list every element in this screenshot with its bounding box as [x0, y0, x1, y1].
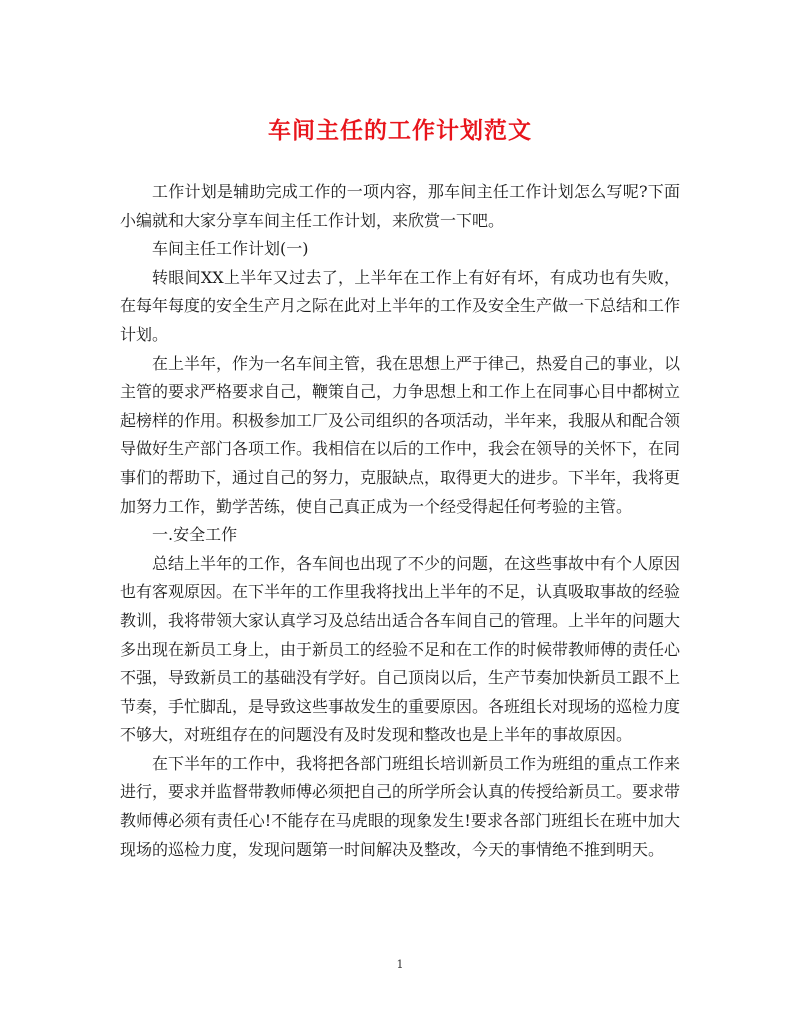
- section-heading-plan-one: 车间主任工作计划(一): [152, 239, 309, 259]
- paragraph-safety-summary: 总结上半年的工作，各车间也出现了不少的问题，在这些事故中有个人原因也有客观原因。在下半年的工作里我将找出上半年的不足，认真吸取事故的经验教训，我将带领大家认真学习及总结出适合各车间自己的管理。上半年的问题大多出现在新员工身上，由于新员工的经验不足和在工作的时候带教师傅的责任心不强，导致新员工的基础没有学好。自己顶岗以后，生产节奏加快新员工跟不上节奏，手忙脚乱，是导致这些事故发生的重要原因。各班组长对现场的巡检力度不够大，对班组存在的问题没有及时发现和整改也是上半年的事故原因。: [120, 553, 681, 745]
- page-number: 1: [396, 958, 404, 971]
- paragraph-safety-plan: 在下半年的工作中，我将把各部门班组长培训新员工作为班组的重点工作来进行，要求并监督带教师傅必须把自己的所学所会认真的传授给新员工。要求带教师傅必须有责任心!不能存在马虎眼的现象发生!要求各部门班组长在班中加大现场的巡检力度，发现问题第一时间解决及整改，今天的事情绝不推到明天。: [120, 753, 681, 859]
- document-title: 车间主任的工作计划范文: [268, 117, 532, 144]
- paragraph-review: 转眼间XX上半年又过去了，上半年在工作上有好有坏，有成功也有失败，在每年每度的安全生产月之际在此对上半年的工作及安全生产做一下总结和工作计划。: [120, 267, 681, 344]
- section-heading-safety: 一.安全工作: [152, 525, 238, 545]
- document-body: [120, 178, 680, 864]
- paragraph-intro: 工作计划是辅助完成工作的一项内容，那车间主任工作计划怎么写呢?下面小编就和大家分享车间主任工作计划，来欣赏一下吧。: [120, 182, 680, 230]
- paragraph-self-assessment: 在上半年，作为一名车间主管，我在思想上严于律己，热爱自己的事业，以主管的要求严格要求自己，鞭策自己，力争思想上和工作上在同事心目中都树立起榜样的作用。积极参加工厂及公司组织的各项活动，半年来，我服从和配合领导做好生产部门各项工作。我相信在以后的工作中，我会在领导的关怀下，在同事们的帮助下，通过自己的努力，克服缺点，取得更大的进步。下半年，我将更加努力工作，勤学苦练，使自己真正成为一个经受得起任何考验的主管。: [120, 353, 681, 516]
